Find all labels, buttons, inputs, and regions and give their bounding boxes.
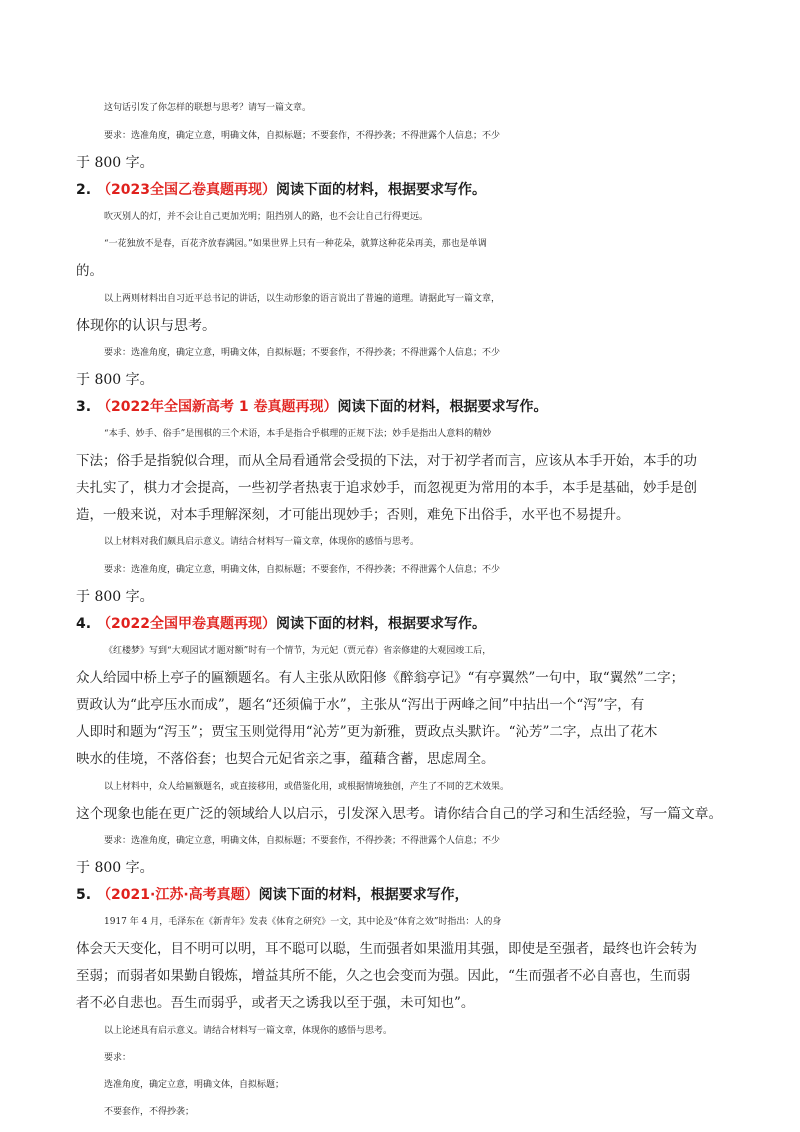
question-number: 2. <box>76 182 92 198</box>
material-line: 造，一般来说，对本手理解深刻，才可能出现妙手；否则，难免下出俗手，水平也不易提升。 <box>76 507 630 523</box>
prompt-line: 以上论述具有启示意义。请结合材料写一篇文章，体现你的感悟与思考。 <box>104 1026 393 1036</box>
requirements-line: 于 800 字。 <box>76 589 154 605</box>
question-5-heading <box>76 885 726 905</box>
requirements-line: 要求：选准角度，确定立意，明确文体，自拟标题；不要套作，不得抄袭；不得泄露个人信息；不少 <box>104 836 501 846</box>
prompt-line: 这个现象也能在更广泛的领域给人以启示，引发深入思考。请你结合自己的学习和生活经验，写一篇文章。 <box>76 806 723 822</box>
question-source-tag: （2023全国乙卷真题再现） <box>97 182 277 198</box>
material-line: 夫扎实了，棋力才会提高，一些初学者热衷于追求妙手，而忽视更为常用的本手，本手是基础，妙手是创 <box>76 480 697 496</box>
question-number: 5. <box>76 887 92 903</box>
material-line: 的。 <box>76 263 103 279</box>
question-number: 3. <box>76 399 92 415</box>
question-title: 阅读下面的材料，根据要求写作。 <box>337 399 548 415</box>
prompt-line: 以上材料对我们颇具启示意义。请结合材料写一篇文章，体现你的感悟与思考。 <box>104 537 420 547</box>
question-4-heading <box>76 614 726 634</box>
material-line: 人即时和题为“泻玉”；贾宝玉则觉得用“沁芳”更为新雅，贾政点头默许。“沁芳”二字，点出了花木 <box>76 724 658 740</box>
question-source-tag: （2021·江苏·高考真题） <box>97 887 259 903</box>
requirements-line: 于 800 字。 <box>76 155 154 171</box>
material-line: 1917 年 4 月，毛泽东在《新青年》发表《体育之研究》一文，其中论及“体育之效”时指出：人的身 <box>104 917 502 927</box>
question-source-tag: （2022年全国新高考 1 卷真题再现） <box>97 399 338 415</box>
requirements-label: 要求： <box>104 1053 132 1063</box>
requirements-line: 要求：选准角度，确定立意，明确文体，自拟标题；不要套作，不得抄袭；不得泄露个人信息；不少 <box>104 131 501 141</box>
requirements-line: 于 800 字。 <box>76 860 154 876</box>
question-title: 阅读下面的材料，根据要求写作， <box>258 887 469 903</box>
material-line: 至弱；而弱者如果勤自锻炼，增益其所不能，久之也会变而为强。因此，“生而强者不必自喜也，生而弱 <box>76 968 691 984</box>
material-line: 下法；俗手是指貌似合理，而从全局看通常会受损的下法，对于初学者而言，应该从本手开始，本手的功 <box>76 453 697 469</box>
requirements-line: 选准角度，确定立意，明确文体，自拟标题； <box>104 1080 285 1090</box>
material-line: 《红楼梦》写到“大观园试才题对额”时有一个情节，为元妃（贾元春）省亲修建的大观园竣工后， <box>104 646 492 656</box>
material-line: 者不必自悲也。吾生而弱乎，或者天之诱我以至于强，未可知也”。 <box>76 995 475 1011</box>
material-line: 映水的佳境，不落俗套；也契合元妃省亲之事，蕴藉含蓄，思虑周全。 <box>76 751 495 767</box>
question-3-heading <box>76 397 726 417</box>
prompt-line: 这句话引发了你怎样的联想与思考？请写一篇文章。 <box>104 103 312 113</box>
question-number: 4. <box>76 616 92 632</box>
material-line: 众人给园中桥上亭子的匾额题名。有人主张从欧阳修《醉翁亭记》“有亭翼然”一句中，取“翼然”二字； <box>76 670 685 686</box>
question-title: 阅读下面的材料，根据要求写作。 <box>276 616 487 632</box>
question-2-heading <box>76 180 726 200</box>
requirements-line: 要求：选准角度，确定立意，明确文体，自拟标题；不要套作，不得抄袭；不得泄露个人信息；不少 <box>104 348 501 358</box>
material-line: “本手、妙手、俗手”是围棋的三个术语，本手是指合乎棋理的正规下法；妙手是指出人意料的精妙 <box>104 429 492 439</box>
material-line: 吹灭别人的灯，并不会让自己更加光明；阻挡别人的路，也不会让自己行得更远。 <box>104 212 429 222</box>
requirements-line: 要求：选准角度，确定立意，明确文体，自拟标题；不要套作，不得抄袭；不得泄露个人信息；不少 <box>104 565 501 575</box>
question-source-tag: （2022全国甲卷真题再现） <box>97 616 277 632</box>
requirements-line: 于 800 字。 <box>76 372 154 388</box>
material-line: 体会天天变化，目不明可以明，耳不聪可以聪，生而强者如果滥用其强，即使是至强者，最终也许会转为 <box>76 941 697 957</box>
prompt-line: 以上两则材料出自习近平总书记的讲话，以生动形象的语言说出了普遍的道理。请据此写一篇文章， <box>104 294 501 304</box>
material-line: 贾政认为“此亭压水而成”，题名“还须偏于水”，主张从“泻出于两峰之间”中拈出一个“泻”字，有 <box>76 697 645 713</box>
requirements-line: 不要套作，不得抄袭； <box>104 1107 195 1117</box>
question-title: 阅读下面的材料，根据要求写作。 <box>276 182 487 198</box>
prompt-line: 以上材料中，众人给匾额题名，或直接移用，或借鉴化用，或根据情境独创，产生了不同的艺术效果。 <box>104 782 510 792</box>
material-line: “一花独放不是春，百花齐放春满园。”如果世界上只有一种花朵，就算这种花朵再美，那也是单调 <box>104 239 487 249</box>
prompt-line: 体现你的认识与思考。 <box>76 318 216 334</box>
